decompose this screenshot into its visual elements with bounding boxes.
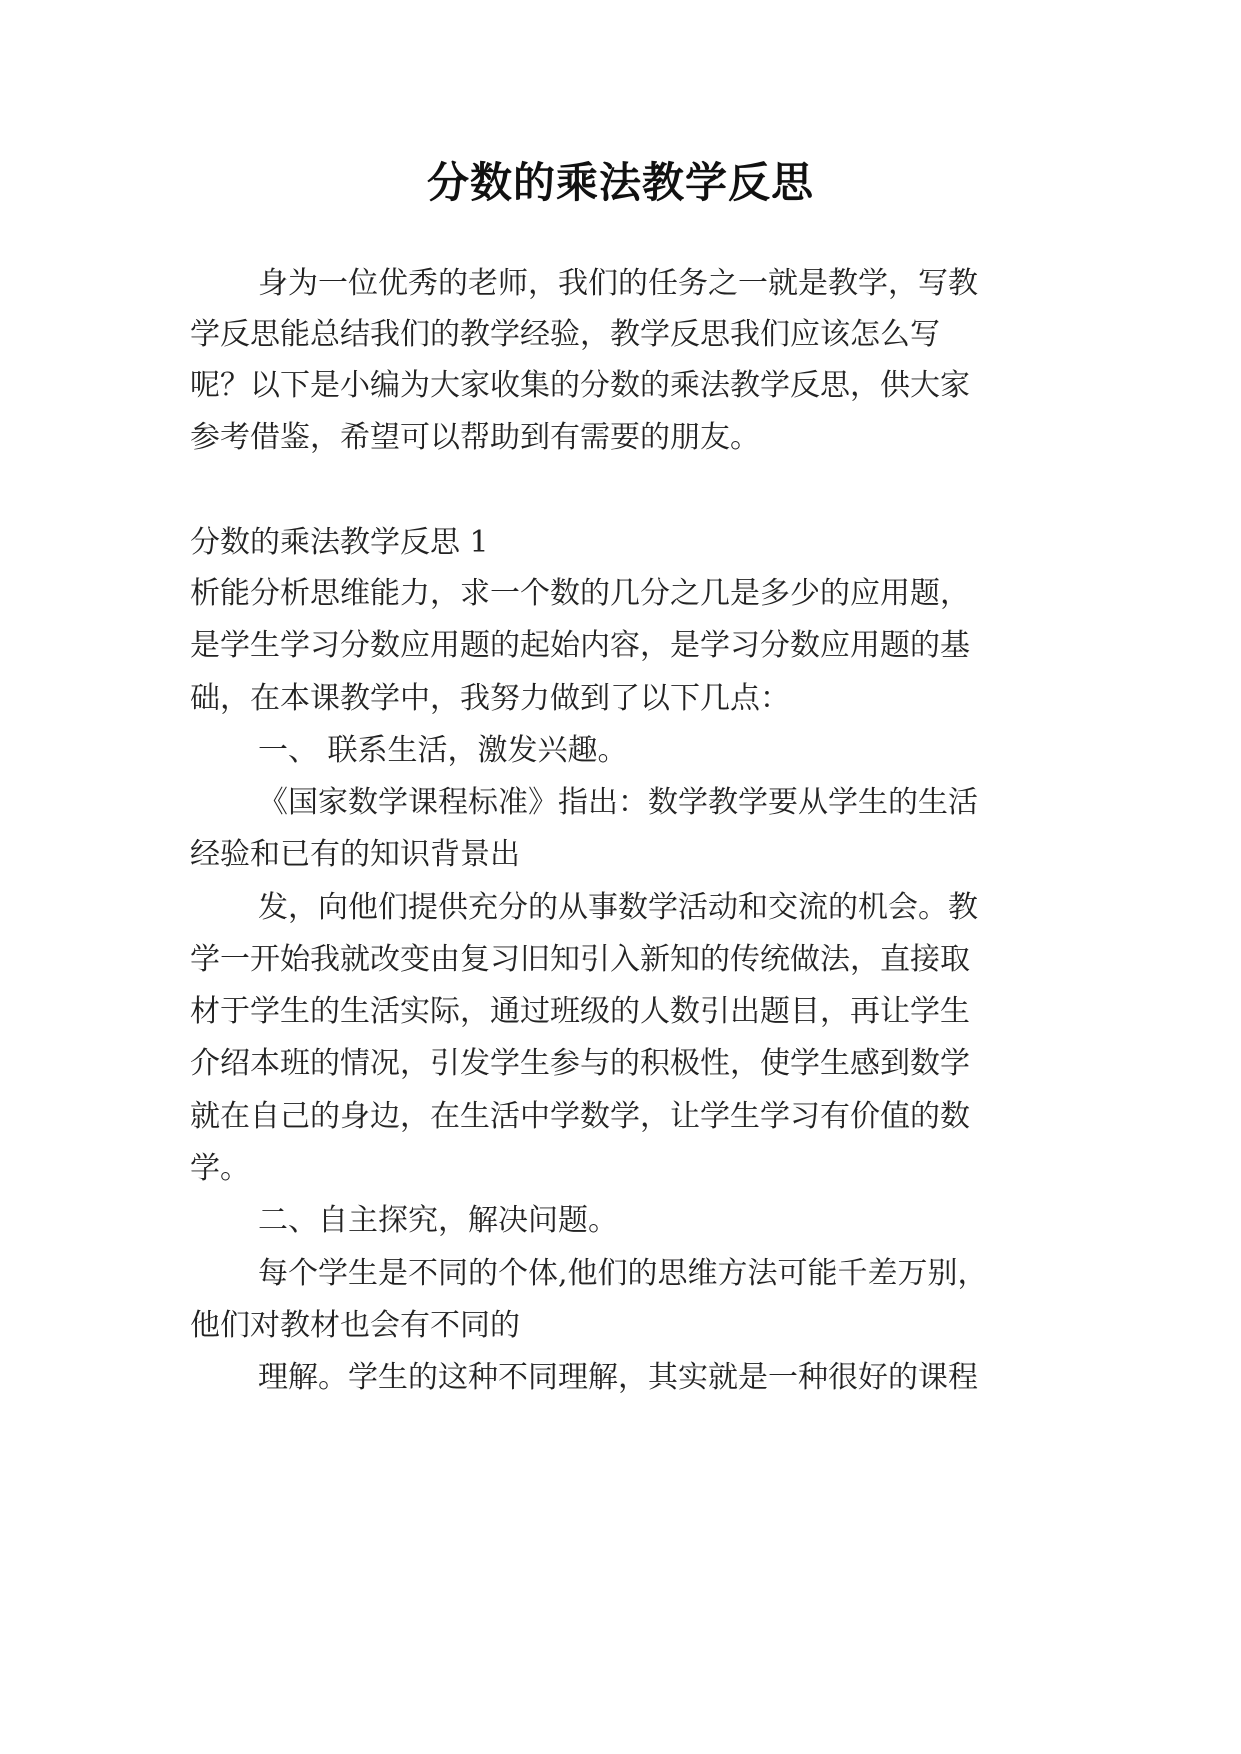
body-line: 理解。学生的这种不同理解，其实就是一种很好的课程	[258, 1360, 978, 1395]
body-line: 析能分析思维能力，求一个数的几分之几是多少的应用题，	[190, 576, 970, 611]
body-line: 他们对教材也会有不同的	[190, 1308, 520, 1343]
intro-line: 参考借鉴，希望可以帮助到有需要的朋友。	[190, 420, 760, 455]
body-line: 材于学生的生活实际，通过班级的人数引出题目，再让学生	[190, 994, 970, 1029]
body-line: 是学生学习分数应用题的起始内容，是学习分数应用题的基	[190, 628, 970, 663]
section-heading: 分数的乘法教学反思 1	[190, 525, 489, 560]
body-line: 学。	[190, 1151, 250, 1186]
body-line: 础，在本课教学中，我努力做到了以下几点：	[190, 681, 790, 716]
body-line: 学一开始我就改变由复习旧知引入新知的传统做法，直接取	[190, 942, 970, 977]
body-line: 介绍本班的情况，引发学生参与的积极性，使学生感到数学	[190, 1046, 970, 1081]
body-line: 经验和已有的知识背景出	[190, 837, 520, 872]
subheading-line: 二、自主探究，解决问题。	[258, 1203, 618, 1238]
intro-line: 身为一位优秀的老师，我们的任务之一就是教学，写教	[258, 266, 978, 301]
document-body	[190, 0, 1055, 1754]
intro-line: 学反思能总结我们的教学经验，教学反思我们应该怎么写	[190, 317, 940, 352]
body-line: 发，向他们提供充分的从事数学活动和交流的机会。教	[258, 890, 978, 925]
document-title: 分数的乘法教学反思	[426, 158, 814, 207]
body-line: 《国家数学课程标准》指出：数学教学要从学生的生活	[258, 785, 978, 820]
body-line: 就在自己的身边，在生活中学数学，让学生学习有价值的数	[190, 1099, 970, 1134]
body-line: 每个学生是不同的个体,他们的思维方法可能千差万别，	[258, 1256, 988, 1291]
intro-line: 呢？以下是小编为大家收集的分数的乘法教学反思，供大家	[190, 368, 970, 403]
subheading-line: 一、 联系生活，激发兴趣。	[258, 733, 628, 768]
